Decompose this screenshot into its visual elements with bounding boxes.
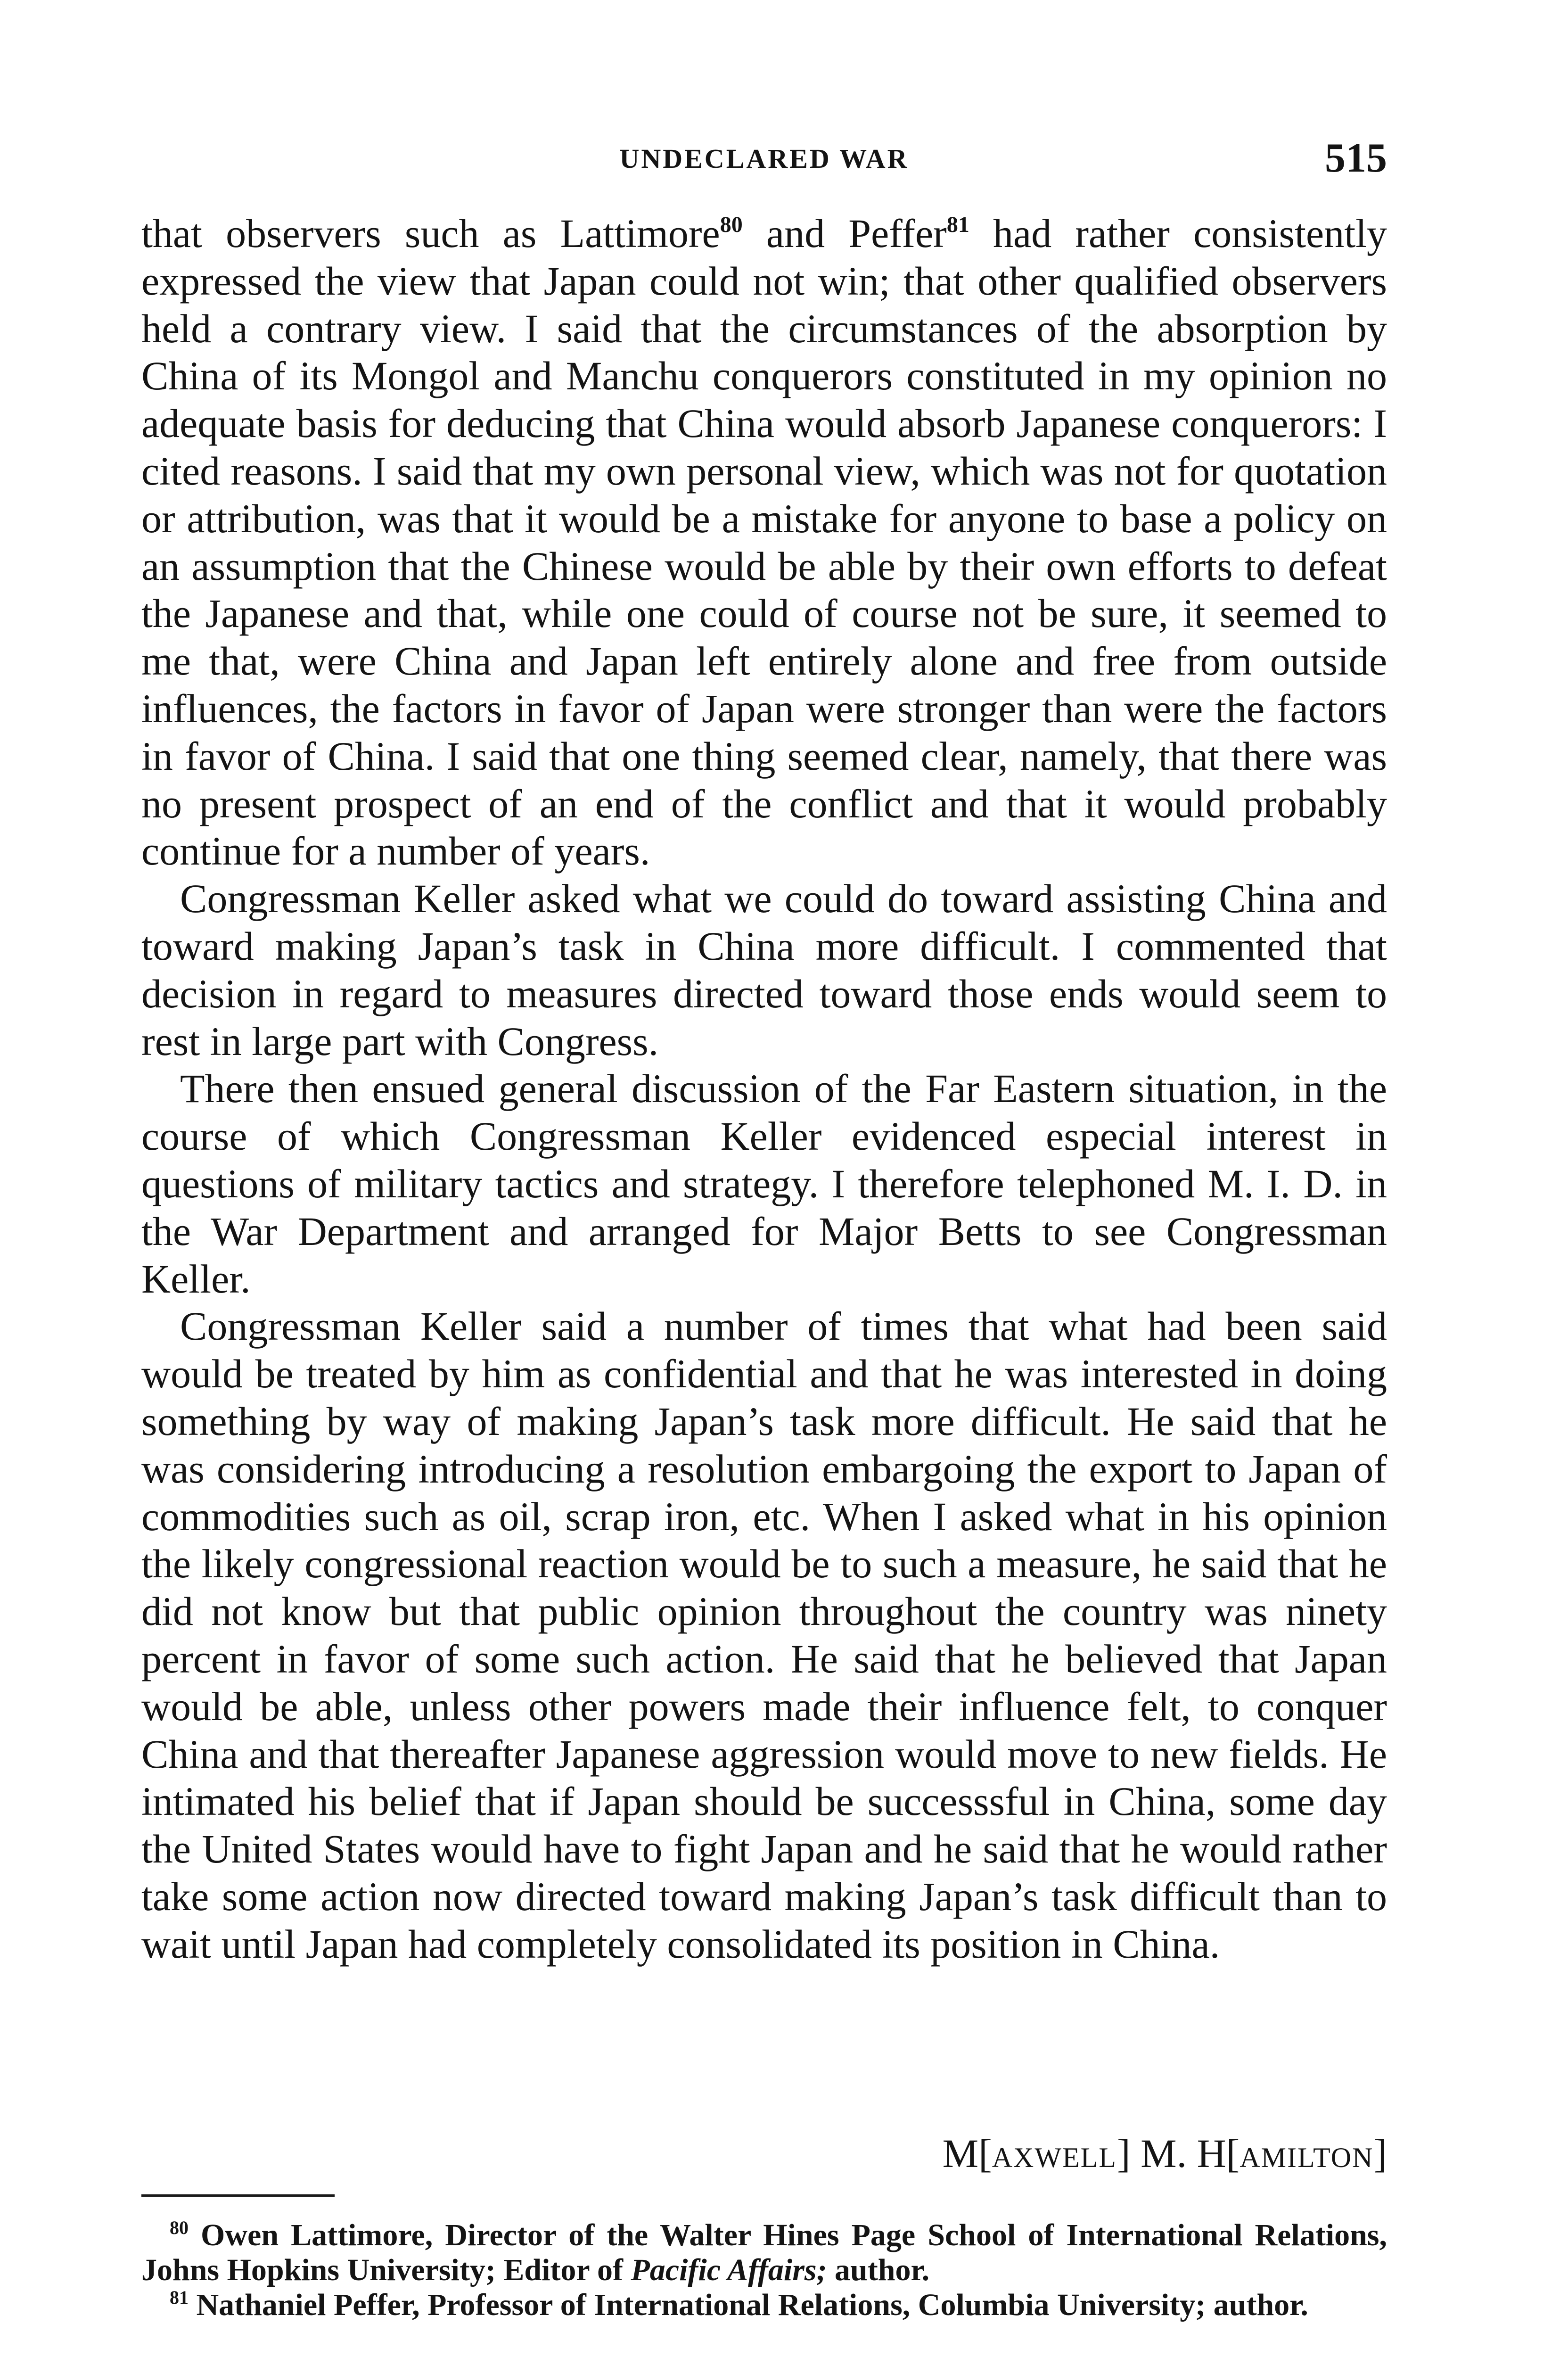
- paragraph-2: Congressman Keller asked what we could do toward assisting China and toward making Japan’s task in China more difficult. I commented that decision in regard to measures directed toward those ends would seem to rest in large part with Congress.: [141, 876, 1387, 1064]
- footnote-rule: [141, 2194, 335, 2197]
- footnote-81-text: Nathaniel Peffer, Professor of International Relations, Columbia University; author.: [189, 2288, 1308, 2322]
- signature-mid: ] M. H[: [1116, 2131, 1240, 2176]
- footnote-80-text-b: author.: [827, 2253, 930, 2287]
- body-text: [141, 210, 1387, 1968]
- page-number: 515: [1325, 135, 1387, 181]
- paragraph-3: There then ensued general discussion of the Far Eastern situation, in the course of which Congressman Keller evidenced especial interest in questions of military tactics and strategy. I therefore telephoned M. I. D. in the War Department and arranged for Major Betts to see Congressman Keller.: [141, 1066, 1387, 1302]
- footnote-80-text-a: Owen Lattimore, Director of the Walter Hines Page School of International Relations, Johns Hopkins University; Editor of: [141, 2218, 1387, 2287]
- signature-axwell: AXWELL: [992, 2142, 1117, 2173]
- footnote-80-mark: 80: [170, 2217, 189, 2238]
- footnote-80: [141, 2218, 1387, 2288]
- footnote-81: [141, 2288, 1387, 2323]
- signature-amilton: AMILTON: [1240, 2142, 1374, 2173]
- signature-close: ]: [1373, 2131, 1387, 2176]
- running-title: UNDECLARED WAR: [619, 143, 909, 174]
- paragraph-1: [141, 210, 1387, 875]
- paragraph-1-text-c: had rather consistently expressed the view that Japan could not win; that other qualified observers held a contrary view. I said that the circumstances of the absorption by China of its Mongol and Manchu conquerors constituted in my opinion no adequate basis for deducing that China would absorb Japanese conquerors: I cited reasons. I said that my own personal view, which was not for quotation or attribution, was that it would be a mistake for anyone to base a policy on an assumption that the Chinese would be able by their own efforts to defeat the Japanese and that, while one could of course not be sure, it seemed to me that, were China and Japan left entirely alone and free from outside influences, the factors in favor of Japan were stronger than were the factors in favor of China. I said that one thing seemed clear, namely, that there was no present prospect of an end of the conflict and that it would probably continue for a number of years.: [141, 211, 1387, 874]
- footnote-ref-80: 80: [720, 212, 743, 237]
- footnotes: [141, 2218, 1387, 2323]
- footnote-80-journal: Pacific Affairs;: [631, 2253, 827, 2287]
- running-head: [141, 134, 1387, 186]
- signature: [943, 2130, 1387, 2177]
- footnote-81-mark: 81: [170, 2287, 189, 2308]
- paragraph-1-text-a: that observers such as Lattimore: [141, 211, 720, 256]
- signature-m: M[: [942, 2131, 992, 2176]
- paragraph-4: Congressman Keller said a number of times that what had been said would be treated by him as confidential and that he was interested in doing something by way of making Japan’s task more difficult. He said that he was considering introducing a resolution embargoing the export to Japan of commodities such as oil, scrap iron, etc. When I asked what in his opinion the likely congressional reaction would be to such a measure, he said that he did not know but that public opinion throughout the country was ninety percent in favor of some such action. He said that he believed that Japan would be able, unless other powers made their influence felt, to conquer China and that thereafter Japanese aggression would move to new fields. He intimated his belief that if Japan should be successsful in China, some day the United States would have to fight Japan and he said that he would rather take some action now directed toward making Japan’s task difficult than to wait until Japan had completely consolidated its position in China.: [141, 1303, 1387, 1967]
- paragraph-1-text-b: and Peffer: [742, 211, 947, 256]
- footnote-ref-81: 81: [946, 212, 969, 237]
